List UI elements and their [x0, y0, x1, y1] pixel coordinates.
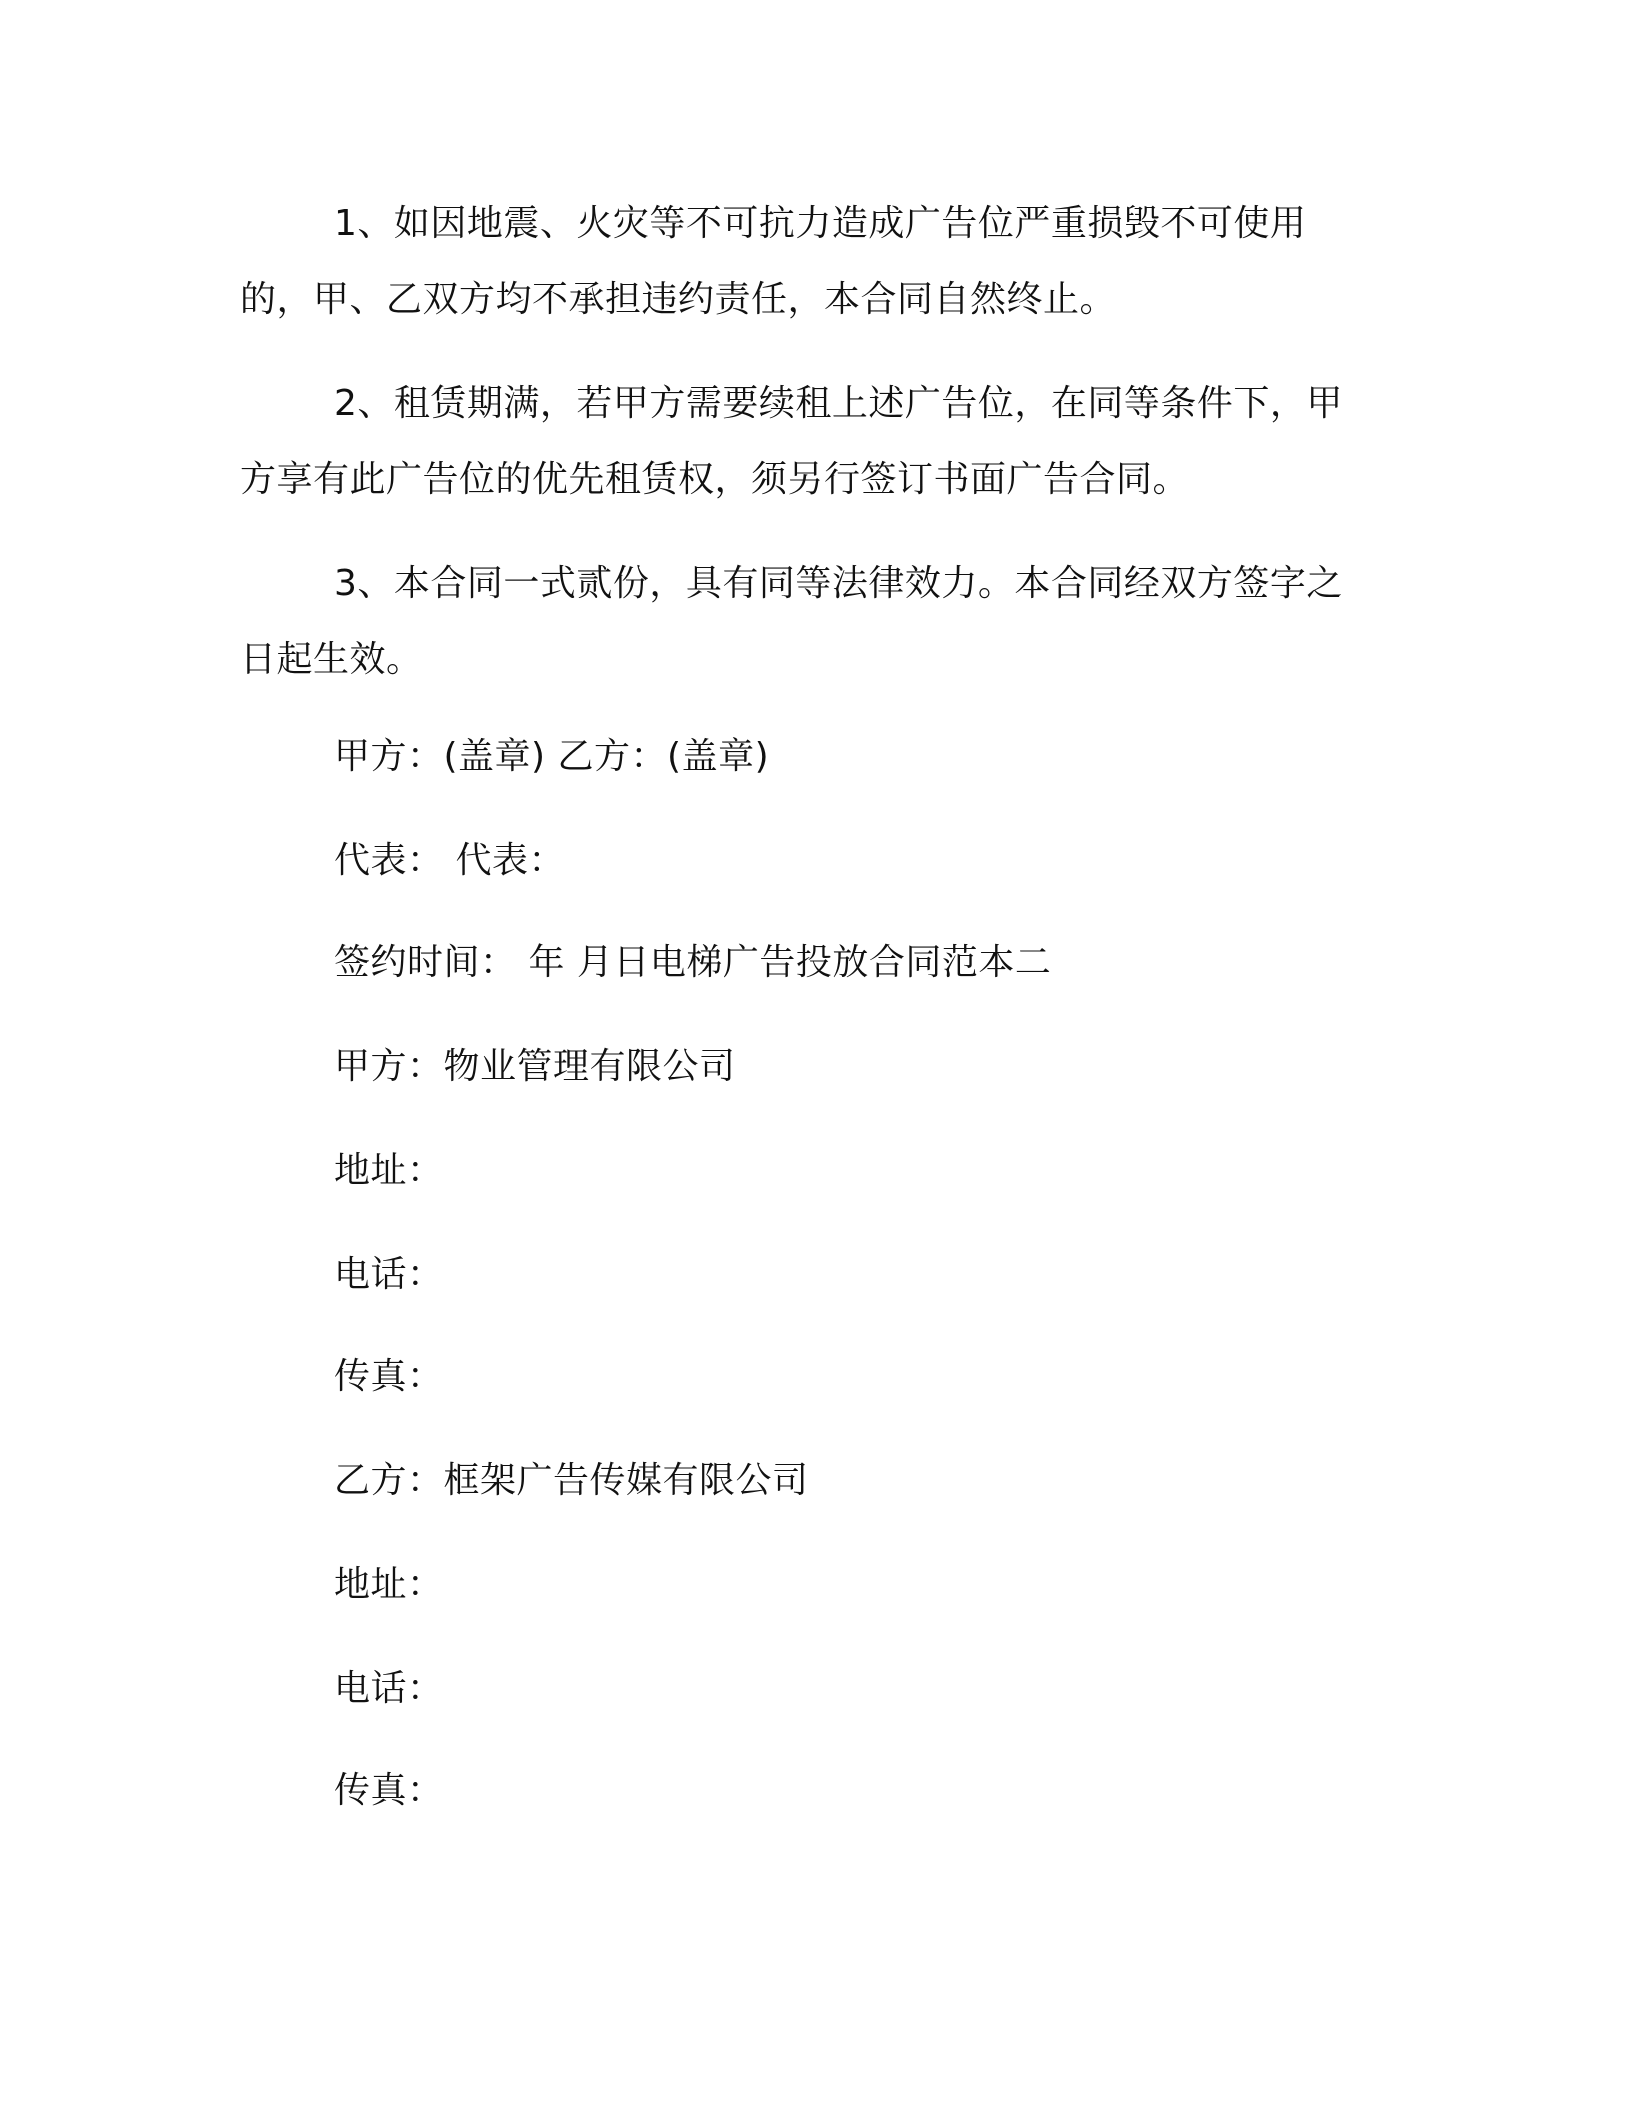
party-b-phone-label: 电话：	[334, 1668, 444, 1709]
party-a-name: 甲方：物业管理有限公司	[334, 1046, 736, 1087]
representative-line: 代表： 代表：	[334, 840, 565, 881]
party-a-phone-label: 电话：	[334, 1254, 444, 1295]
signing-date-line: 签约时间： 年 月日电梯广告投放合同范本二	[334, 942, 1052, 983]
signature-line: 甲方：(盖章) 乙方：(盖章)	[334, 736, 770, 777]
party-a-address-label: 地址：	[334, 1150, 444, 1191]
party-a-fax-label: 传真：	[334, 1356, 444, 1397]
party-b-fax-label: 传真：	[334, 1770, 444, 1811]
clause-2: 2、租赁期满，若甲方需要续租上述广告位，在同等条件下，甲方享有此广告位的优先租赁权，须另行签订书面广告合同。	[240, 383, 1343, 500]
party-b-address-label: 地址：	[334, 1564, 444, 1605]
party-b-name: 乙方：框架广告传媒有限公司	[334, 1460, 809, 1501]
clause-3: 3、本合同一式贰份，具有同等法律效力。本合同经双方签字之日起生效。	[240, 563, 1343, 680]
clause-1: 1、如因地震、火灾等不可抗力造成广告位严重损毁不可使用的，甲、乙双方均不承担违约责任，本合同自然终止。	[240, 203, 1307, 320]
